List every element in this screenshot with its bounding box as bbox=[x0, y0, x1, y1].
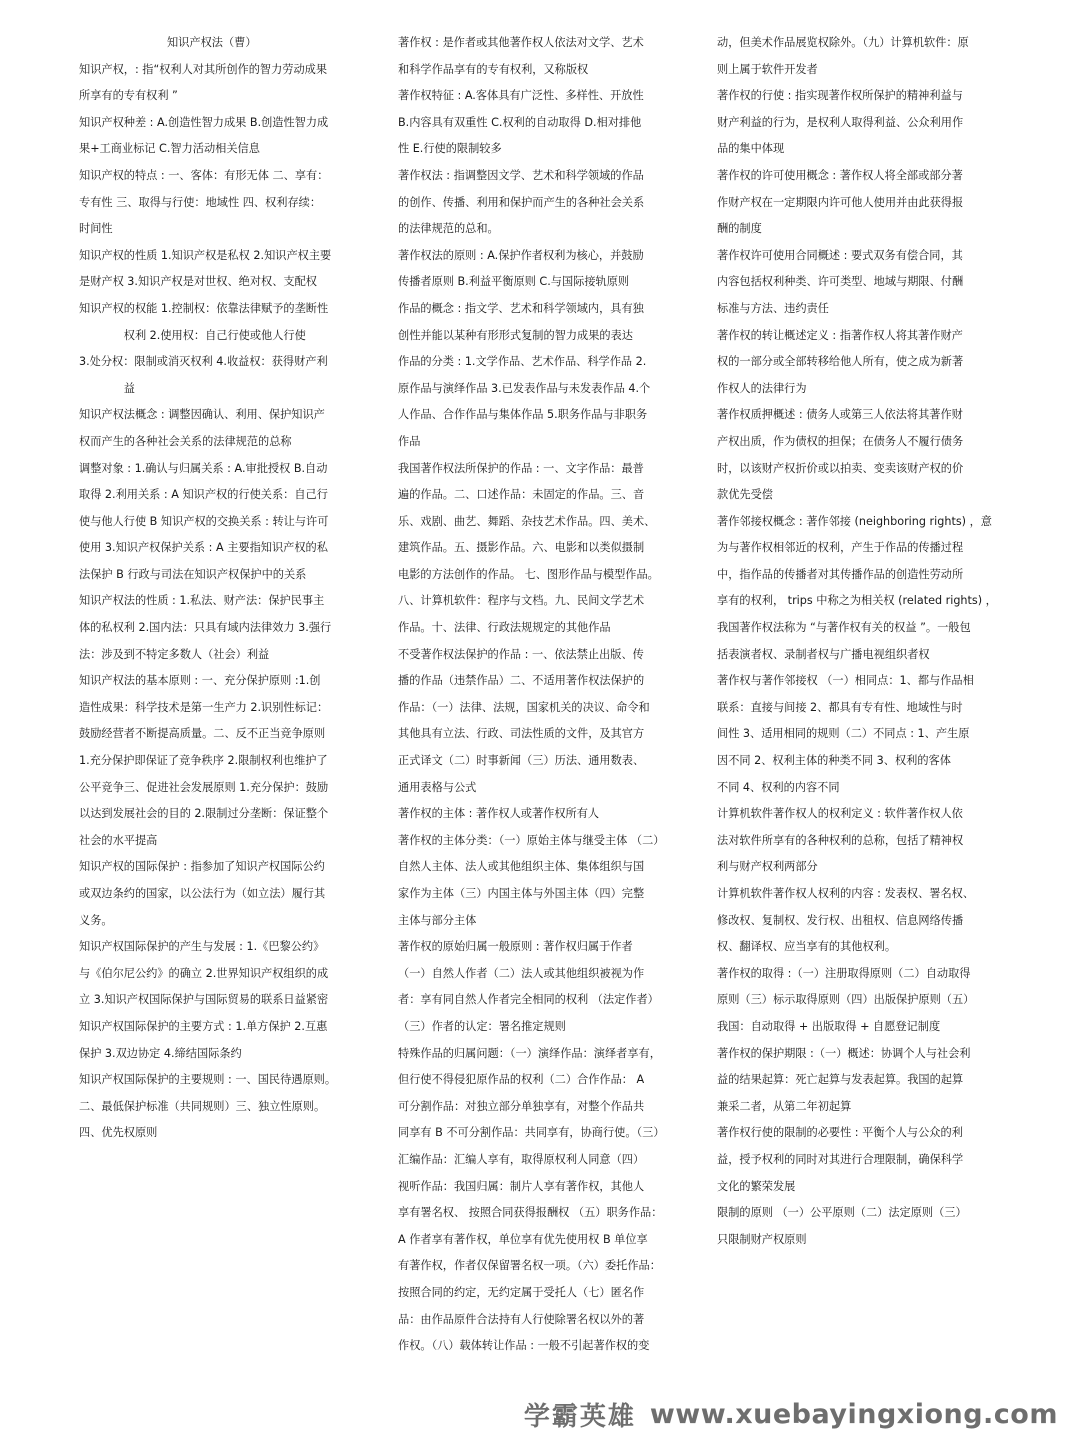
text-line: 所享有的专有权利 ” bbox=[79, 89, 178, 103]
text-line: 遍的作品。二、口述作品：未固定的作品。三、音 bbox=[398, 488, 645, 502]
text-line: 知识产权法的性质 : 1.私法、财产法：保护民事主 bbox=[79, 594, 325, 608]
text-line: 人作品、合作作品与集体作品 5.职务作品与非职务 bbox=[398, 408, 648, 422]
text-line: 家作为主体（三）内国主体与外国主体（四）完整 bbox=[398, 887, 645, 900]
text-line: 计算机软件著作权人的权利定义 : 软件著作权人依 bbox=[717, 807, 963, 821]
text-line: 修改权、复制权、发行权、出租权、信息网络传播 bbox=[717, 913, 964, 927]
text-line: 调整对象 : 1.确认与归属关系 : A.审批授权 B.自动 bbox=[79, 461, 328, 475]
text-line: 益，授予权利的同时对其进行合理限制，确保科学 bbox=[717, 1152, 964, 1166]
text-line: 但行使不得侵犯原作品的权利（二）合作作品： A bbox=[398, 1073, 645, 1087]
text-line: 知识产权的性质 1.知识产权是私权 2.知识产权主要 bbox=[79, 248, 332, 262]
text-line: 播的作品（违禁作品）二、不适用著作权法保护的 bbox=[398, 674, 645, 688]
text-line: （一）自然人作者（二）法人或其他组织被视为作 bbox=[398, 966, 645, 980]
text-line: 乐、戏剧、曲艺、舞蹈、杂技艺术作品。四、美术、 bbox=[398, 514, 656, 528]
text-line: 电影的方法创作的作品。 七、图形作品与模型作品。 bbox=[398, 567, 659, 581]
text-line: 时，以该财产权折价或以拍卖、变卖该财产权的价 bbox=[717, 461, 964, 475]
text-line: 的法律规范的总和。 bbox=[398, 222, 499, 236]
text-line: 著作权的主体分类：（一）原始主体与继受主体 （二） bbox=[398, 833, 665, 847]
text-line: 为与著作权相邻近的权利，产生于作品的传播过程 bbox=[717, 541, 964, 555]
text-line: 联系：直接与间接 2、都具有专有性、地域性与时 bbox=[717, 700, 963, 714]
text-line: 益 bbox=[79, 381, 135, 395]
text-line: 权、翻译权、应当享有的其他权利。 bbox=[717, 940, 897, 954]
text-line: 知识产权国际保护的主要方式 : 1.单方保护 2.互惠 bbox=[79, 1019, 328, 1033]
text-line: 与《伯尔尼公约》的确立 2.世界知识产权组织的成 bbox=[79, 966, 329, 980]
text-line: 限制的原则 （一）公平原则（二）法定原则（三） bbox=[717, 1206, 967, 1220]
text-line: 兼采二者，从第二年初起算 bbox=[717, 1099, 852, 1113]
text-line: 自然人主体、法人或其他组织主体、集体组织与国 bbox=[398, 860, 645, 874]
text-line: 是财产权 3.知识产权是对世权、绝对权、支配权 bbox=[79, 275, 317, 289]
text-line: 原作品与演绎作品 3.已发表作品与未发表作品 4.个 bbox=[398, 381, 651, 395]
text-line: 公平竞争三、促进社会发展原则 1.充分保护：鼓励 bbox=[79, 780, 329, 794]
text-line: 主体与部分主体 bbox=[398, 913, 477, 927]
text-line: 则上属于软件开发者 bbox=[717, 62, 818, 76]
text-line: 体的私权利 2.国内法：只具有域内法律效力 3.强行 bbox=[79, 621, 332, 635]
text-line: 通用表格与公式 bbox=[398, 780, 477, 794]
watermark-url: www.xuebayingxiong.com bbox=[649, 1398, 1058, 1430]
text-line: 知识产权国际保护的主要规则 : 一、国民待遇原则。 bbox=[79, 1073, 337, 1087]
text-line: 1.充分保护即保证了竞争秩序 2.限制权利也维护了 bbox=[79, 754, 328, 768]
watermark-brand: 学霸英雄 bbox=[523, 1401, 636, 1432]
text-line: 保护 3.双边协定 4.缔结国际条约 bbox=[79, 1046, 242, 1060]
text-line: 四、优先权原则 bbox=[79, 1126, 158, 1140]
text-line: 作品 bbox=[398, 434, 421, 448]
text-line: 益的结果起算：死亡起算与发表起算。我国的起算 bbox=[717, 1073, 964, 1087]
text-line: 内容包括权利种类、许可类型、地域与期限、付酬 bbox=[717, 275, 964, 289]
text-line: 计算机软件著作权人权利的内容 : 发表权、署名权、 bbox=[717, 887, 975, 900]
text-line: 著作权 : 是作者或其他著作权人依法对文学、艺术 bbox=[398, 36, 644, 49]
text-line: 享有署名权、 按照合同获得报酬权 （五）职务作品： bbox=[398, 1206, 663, 1220]
text-line: 可分割作品：对独立部分单独享有，对整个作品共 bbox=[398, 1099, 645, 1113]
text-line: 著作权的原始归属一般原则 : 著作权归属于作者 bbox=[398, 940, 633, 954]
text-line: 有著作权，作者仅保留署名权一项。（六）委托作品： bbox=[398, 1259, 661, 1273]
text-line: 鼓励经营者不断提高质量。二、反不正当竞争原则 bbox=[79, 727, 326, 741]
text-line: 只限制财产权原则 bbox=[717, 1232, 807, 1246]
text-line: 按照合同的约定，无约定属于受托人（七）匿名作 bbox=[398, 1285, 645, 1299]
text-line: 二、最低保护标准（共同规则）三、独立性原则。 bbox=[79, 1099, 326, 1113]
text-line: 八、计算机软件：程序与文档。九、民间文学艺术 bbox=[398, 594, 645, 608]
text-line: 著作权的主体 : 著作权人或著作权所有人 bbox=[398, 807, 600, 821]
text-line: 著作权法的原则 : A.保护作者权利为核心，并鼓励 bbox=[398, 248, 644, 262]
text-line: 同享有 B 不可分割作品：共同享有，协商行使。（三） bbox=[398, 1126, 665, 1140]
text-line: 以达到发展社会的目的 2.限制过分垄断：保证整个 bbox=[79, 807, 329, 821]
text-line: 知识产权法概念 : 调整因确认、利用、保护知识产 bbox=[79, 408, 325, 422]
text-line: B.内容具有双重性 C.权利的自动取得 D.相对排他 bbox=[398, 115, 642, 129]
text-line: 作品。十、法律、行政法规规定的其他作品 bbox=[398, 621, 611, 635]
text-line: 和科学作品享有的专有权利，又称版权 bbox=[398, 62, 589, 76]
text-line: 我国著作权法称为 “与著作权有关的权益 ”。一般包 bbox=[717, 621, 971, 635]
text-line: 中，指作品的传播者对其传播作品的创造性劳动所 bbox=[717, 567, 964, 581]
text-line: 权的一部分或全部转移给他人所有，使之成为新著 bbox=[717, 355, 964, 369]
text-line: 创性并能以某种有形形式复制的智力成果的表达 bbox=[398, 328, 633, 342]
text-line: 取得 2.利用关系 : A 知识产权的行使关系：自己行 bbox=[79, 488, 328, 502]
text-line: 标准与方法、违约责任 bbox=[717, 301, 829, 315]
text-line: 者：享有同自然人作者完全相同的权利 （法定作者） bbox=[398, 993, 659, 1007]
text-column-2 bbox=[398, 30, 688, 1360]
text-line: 享有的权利， trips 中称之为相关权 (related rights) ， bbox=[717, 594, 997, 608]
text-line: 不同 4、权利的内容不同 bbox=[717, 780, 840, 794]
text-line: 义务。 bbox=[79, 913, 113, 927]
text-line: 或双边条约的国家，以公法行为（如立法）履行其 bbox=[79, 887, 326, 900]
text-line: 著作权质押概述 : 债务人或第三人依法将其著作财 bbox=[717, 408, 963, 422]
text-line: 知识产权，: 指“权利人对其所创作的智力劳动成果 bbox=[79, 62, 328, 76]
text-line: 款优先受偿 bbox=[717, 488, 773, 502]
text-line: 著作权的行使 : 指实现著作权所保护的精神利益与 bbox=[717, 89, 963, 103]
text-line: 法：涉及到不特定多数人（社会）利益 bbox=[79, 647, 270, 661]
text-line: 法保护 B 行政与司法在知识产权保护中的关系 bbox=[79, 567, 307, 581]
text-line: 的创作、传播、利用和保护而产生的各种社会关系 bbox=[398, 195, 645, 209]
site-watermark bbox=[524, 1394, 1058, 1434]
text-line: 品：由作品原件合法持有人行使除署名权以外的著 bbox=[398, 1312, 645, 1326]
text-line: 知识产权的国际保护 : 指参加了知识产权国际公约 bbox=[79, 860, 325, 874]
text-line: 我国著作权法所保护的作品 : 一、文字作品：最普 bbox=[398, 461, 644, 475]
text-line: 专有性 三、取得与行使：地域性 四、权利存续： bbox=[79, 195, 322, 209]
text-line: 知识产权种差 : A.创造性智力成果 B.创造性智力成 bbox=[79, 115, 329, 129]
text-line: 因不同 2、权利主体的种类不同 3、权利的客体 bbox=[717, 754, 951, 768]
text-line: 著作权的保护期限 :（一）概述：协调个人与社会利 bbox=[717, 1046, 971, 1060]
text-line: 产权出质，作为债权的担保；在债务人不履行债务 bbox=[717, 434, 964, 448]
text-line: 酬的制度 bbox=[717, 222, 762, 236]
text-line: 利与财产权利两部分 bbox=[717, 860, 818, 874]
text-line: 作权。（八）载体转让作品 : 一般不引起著作权的变 bbox=[398, 1339, 650, 1353]
text-line: 作品的分类 : 1.文学作品、艺术作品、科学作品 2. bbox=[398, 355, 647, 369]
text-line: 使用 3.知识产权保护关系 : A 主要指知识产权的私 bbox=[79, 541, 328, 555]
text-line: 品的集中体现 bbox=[717, 142, 785, 156]
text-line: 作财产权在一定期限内许可他人使用并由此获得报 bbox=[717, 195, 964, 209]
text-line: 作品的概念 : 指文学、艺术和科学领域内，具有独 bbox=[398, 301, 644, 315]
text-line: 造性成果：科学技术是第一生产力 2.识别性标记： bbox=[79, 700, 329, 714]
text-line: 著作邻接权概念 : 著作邻接 (neighboring rights) ，意 bbox=[717, 514, 992, 528]
text-line: 我国：自动取得 + 出版取得 + 自愿登记制度 bbox=[717, 1019, 941, 1033]
text-line: 著作权许可使用合同概述 : 要式双务有偿合同，其 bbox=[717, 248, 963, 262]
text-line: 知识产权的权能 1.控制权：依靠法律赋予的垄断性 bbox=[79, 301, 329, 315]
text-line: 视听作品：我国归属：制片人享有著作权，其他人 bbox=[398, 1179, 645, 1193]
text-line: 特殊作品的归属问题：（一）演绎作品：演绎者享有， bbox=[398, 1046, 661, 1060]
text-line: 立 3.知识产权国际保护与国际贸易的联系日益紧密 bbox=[79, 993, 329, 1007]
text-line: 知识产权国际保护的产生与发展 : 1.《巴黎公约》 bbox=[79, 940, 325, 954]
text-line: 权利 2.使用权：自己行使或他人行使 bbox=[79, 328, 306, 342]
text-line: 知识产权的特点 : 一、客体：有形无体 二、享有： bbox=[79, 168, 329, 182]
text-line: 3.处分权：限制或消灭权利 4.收益权：获得财产利 bbox=[79, 355, 328, 369]
text-line: 财产利益的行为，是权利人取得利益、公众利用作 bbox=[717, 115, 964, 129]
text-line: 原则（三）标示取得原则（四）出版保护原则（五） bbox=[717, 993, 975, 1007]
text-line: （三）作者的认定：署名推定规则 bbox=[398, 1019, 566, 1033]
text-column-3 bbox=[717, 30, 1007, 1253]
text-line: 著作权特征 : A.客体具有广泛性、多样性、开放性 bbox=[398, 89, 644, 103]
text-line: 权而产生的各种社会关系的法律规范的总称 bbox=[79, 434, 292, 448]
text-line: 文化的繁荣发展 bbox=[717, 1179, 796, 1193]
text-line: 建筑作品。五、摄影作品。六、电影和以类似摄制 bbox=[398, 541, 645, 555]
text-line: 知识产权法的基本原则 : 一、充分保护原则 :1.创 bbox=[79, 674, 321, 688]
text-line: 著作权与著作邻接权 （一）相同点：1、都与作品相 bbox=[717, 674, 974, 688]
text-line: 社会的水平提高 bbox=[79, 833, 158, 847]
text-line: 作品：（一）法律、法规，国家机关的决议、命令和 bbox=[398, 700, 650, 714]
text-line: 正式译文（二）时事新闻（三）历法、通用数表、 bbox=[398, 754, 645, 768]
text-line: 著作权的许可使用概念 : 著作权人将全部或部分著 bbox=[717, 168, 963, 182]
text-line: 著作权法 : 指调整因文学、艺术和科学领域的作品 bbox=[398, 168, 644, 182]
text-line: 其他具有立法、行政、司法性质的文件，及其官方 bbox=[398, 727, 645, 741]
text-line: 果+工商业标记 C.智力活动相关信息 bbox=[79, 142, 260, 156]
text-line: 著作权的取得 :（一）注册取得原则（二）自动取得 bbox=[717, 966, 971, 980]
text-line: 性 E.行使的限制较多 bbox=[398, 142, 502, 156]
text-line: 知识产权法（曹） bbox=[167, 36, 257, 49]
text-line: 著作权行使的限制的必要性 : 平衡个人与公众的利 bbox=[717, 1126, 963, 1140]
text-line: 作权人的法律行为 bbox=[717, 381, 807, 395]
text-line: 传播者原则 B.利益平衡原则 C.与国际接轨原则 bbox=[398, 275, 630, 289]
text-line: 括表演者权、录制者权与广播电视组织者权 bbox=[717, 647, 930, 661]
text-line: A 作者享有著作权，单位享有优先使用权 B 单位享 bbox=[398, 1232, 648, 1246]
text-line: 著作权的转让概述定义 : 指著作权人将其著作财产 bbox=[717, 328, 963, 342]
text-column-1 bbox=[79, 30, 367, 1147]
text-line: 使与他人行使 B 知识产权的交换关系 : 转让与许可 bbox=[79, 514, 329, 528]
text-line: 不受著作权法保护的作品 : 一、依法禁止出版、传 bbox=[398, 647, 644, 661]
text-line: 法对软件所享有的各种权利的总称，包括了精神权 bbox=[717, 833, 964, 847]
text-line: 动，但美术作品展览权除外。（九）计算机软件：原 bbox=[717, 36, 969, 49]
text-line: 时间性 bbox=[79, 222, 113, 236]
text-line: 间性 3、适用相同的规则（二）不同点 : 1、产生原 bbox=[717, 727, 970, 741]
text-line: 汇编作品：汇编人享有，取得原权利人同意（四） bbox=[398, 1152, 645, 1166]
